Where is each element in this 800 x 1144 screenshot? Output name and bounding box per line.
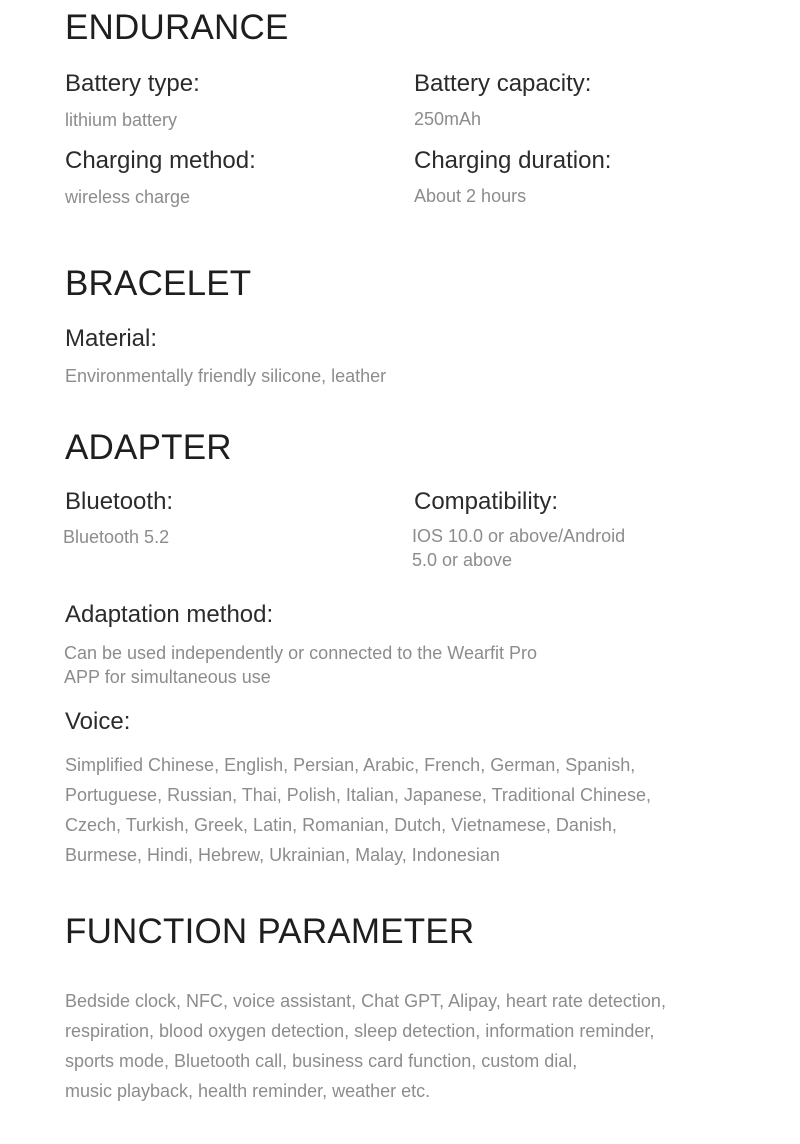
- bluetooth-value: Bluetooth 5.2: [63, 527, 170, 547]
- material-value: Environmentally friendly silicone, leather: [65, 366, 387, 386]
- voice-line: Czech, Turkish, Greek, Latin, Romanian, Dutch, Vietnamese, Danish,: [65, 815, 617, 835]
- endurance-heading: ENDURANCE: [65, 8, 289, 47]
- battery-type-label: Battery type:: [65, 70, 200, 97]
- function-line: music playback, health reminder, weather etc.: [65, 1081, 431, 1101]
- adapter-heading: ADAPTER: [65, 428, 232, 467]
- charging-duration-label: Charging duration:: [414, 147, 612, 174]
- charging-method-value: wireless charge: [65, 187, 191, 207]
- function-line: Bedside clock, NFC, voice assistant, Chat GPT, Alipay, heart rate detection,: [65, 991, 666, 1011]
- battery-type-value: lithium battery: [65, 110, 178, 130]
- charging-method-label: Charging method:: [65, 147, 256, 174]
- function-line: respiration, blood oxygen detection, sleep detection, information reminder,: [65, 1021, 655, 1041]
- battery-capacity-label: Battery capacity:: [414, 70, 592, 97]
- function-list: [65, 986, 666, 1106]
- bracelet-heading: BRACELET: [65, 264, 252, 303]
- function-line: sports mode, Bluetooth call, business card function, custom dial,: [65, 1051, 578, 1071]
- adaptation-method-value-line1: Can be used independently or connected to the Wearfit Pro: [64, 643, 537, 663]
- voice-line: Portuguese, Russian, Thai, Polish, Italian, Japanese, Traditional Chinese,: [65, 785, 652, 805]
- voice-label: Voice:: [65, 708, 131, 735]
- battery-capacity-value: 250mAh: [414, 109, 482, 129]
- voice-line: Simplified Chinese, English, Persian, Arabic, French, German, Spanish,: [65, 755, 636, 775]
- voice-line: Burmese, Hindi, Hebrew, Ukrainian, Malay, Indonesian: [65, 845, 500, 865]
- function-parameter-heading: FUNCTION PARAMETER: [65, 912, 475, 951]
- compatibility-label: Compatibility:: [414, 488, 559, 515]
- material-label: Material:: [65, 325, 158, 352]
- compatibility-value-line2: 5.0 or above: [412, 550, 513, 570]
- compatibility-value-line1: IOS 10.0 or above/Android: [412, 526, 626, 546]
- adaptation-method-label: Adaptation method:: [65, 601, 274, 628]
- charging-duration-value: About 2 hours: [414, 186, 527, 206]
- voice-languages: [65, 750, 651, 870]
- bluetooth-label: Bluetooth:: [65, 488, 174, 515]
- adaptation-method-value-line2: APP for simultaneous use: [64, 667, 271, 687]
